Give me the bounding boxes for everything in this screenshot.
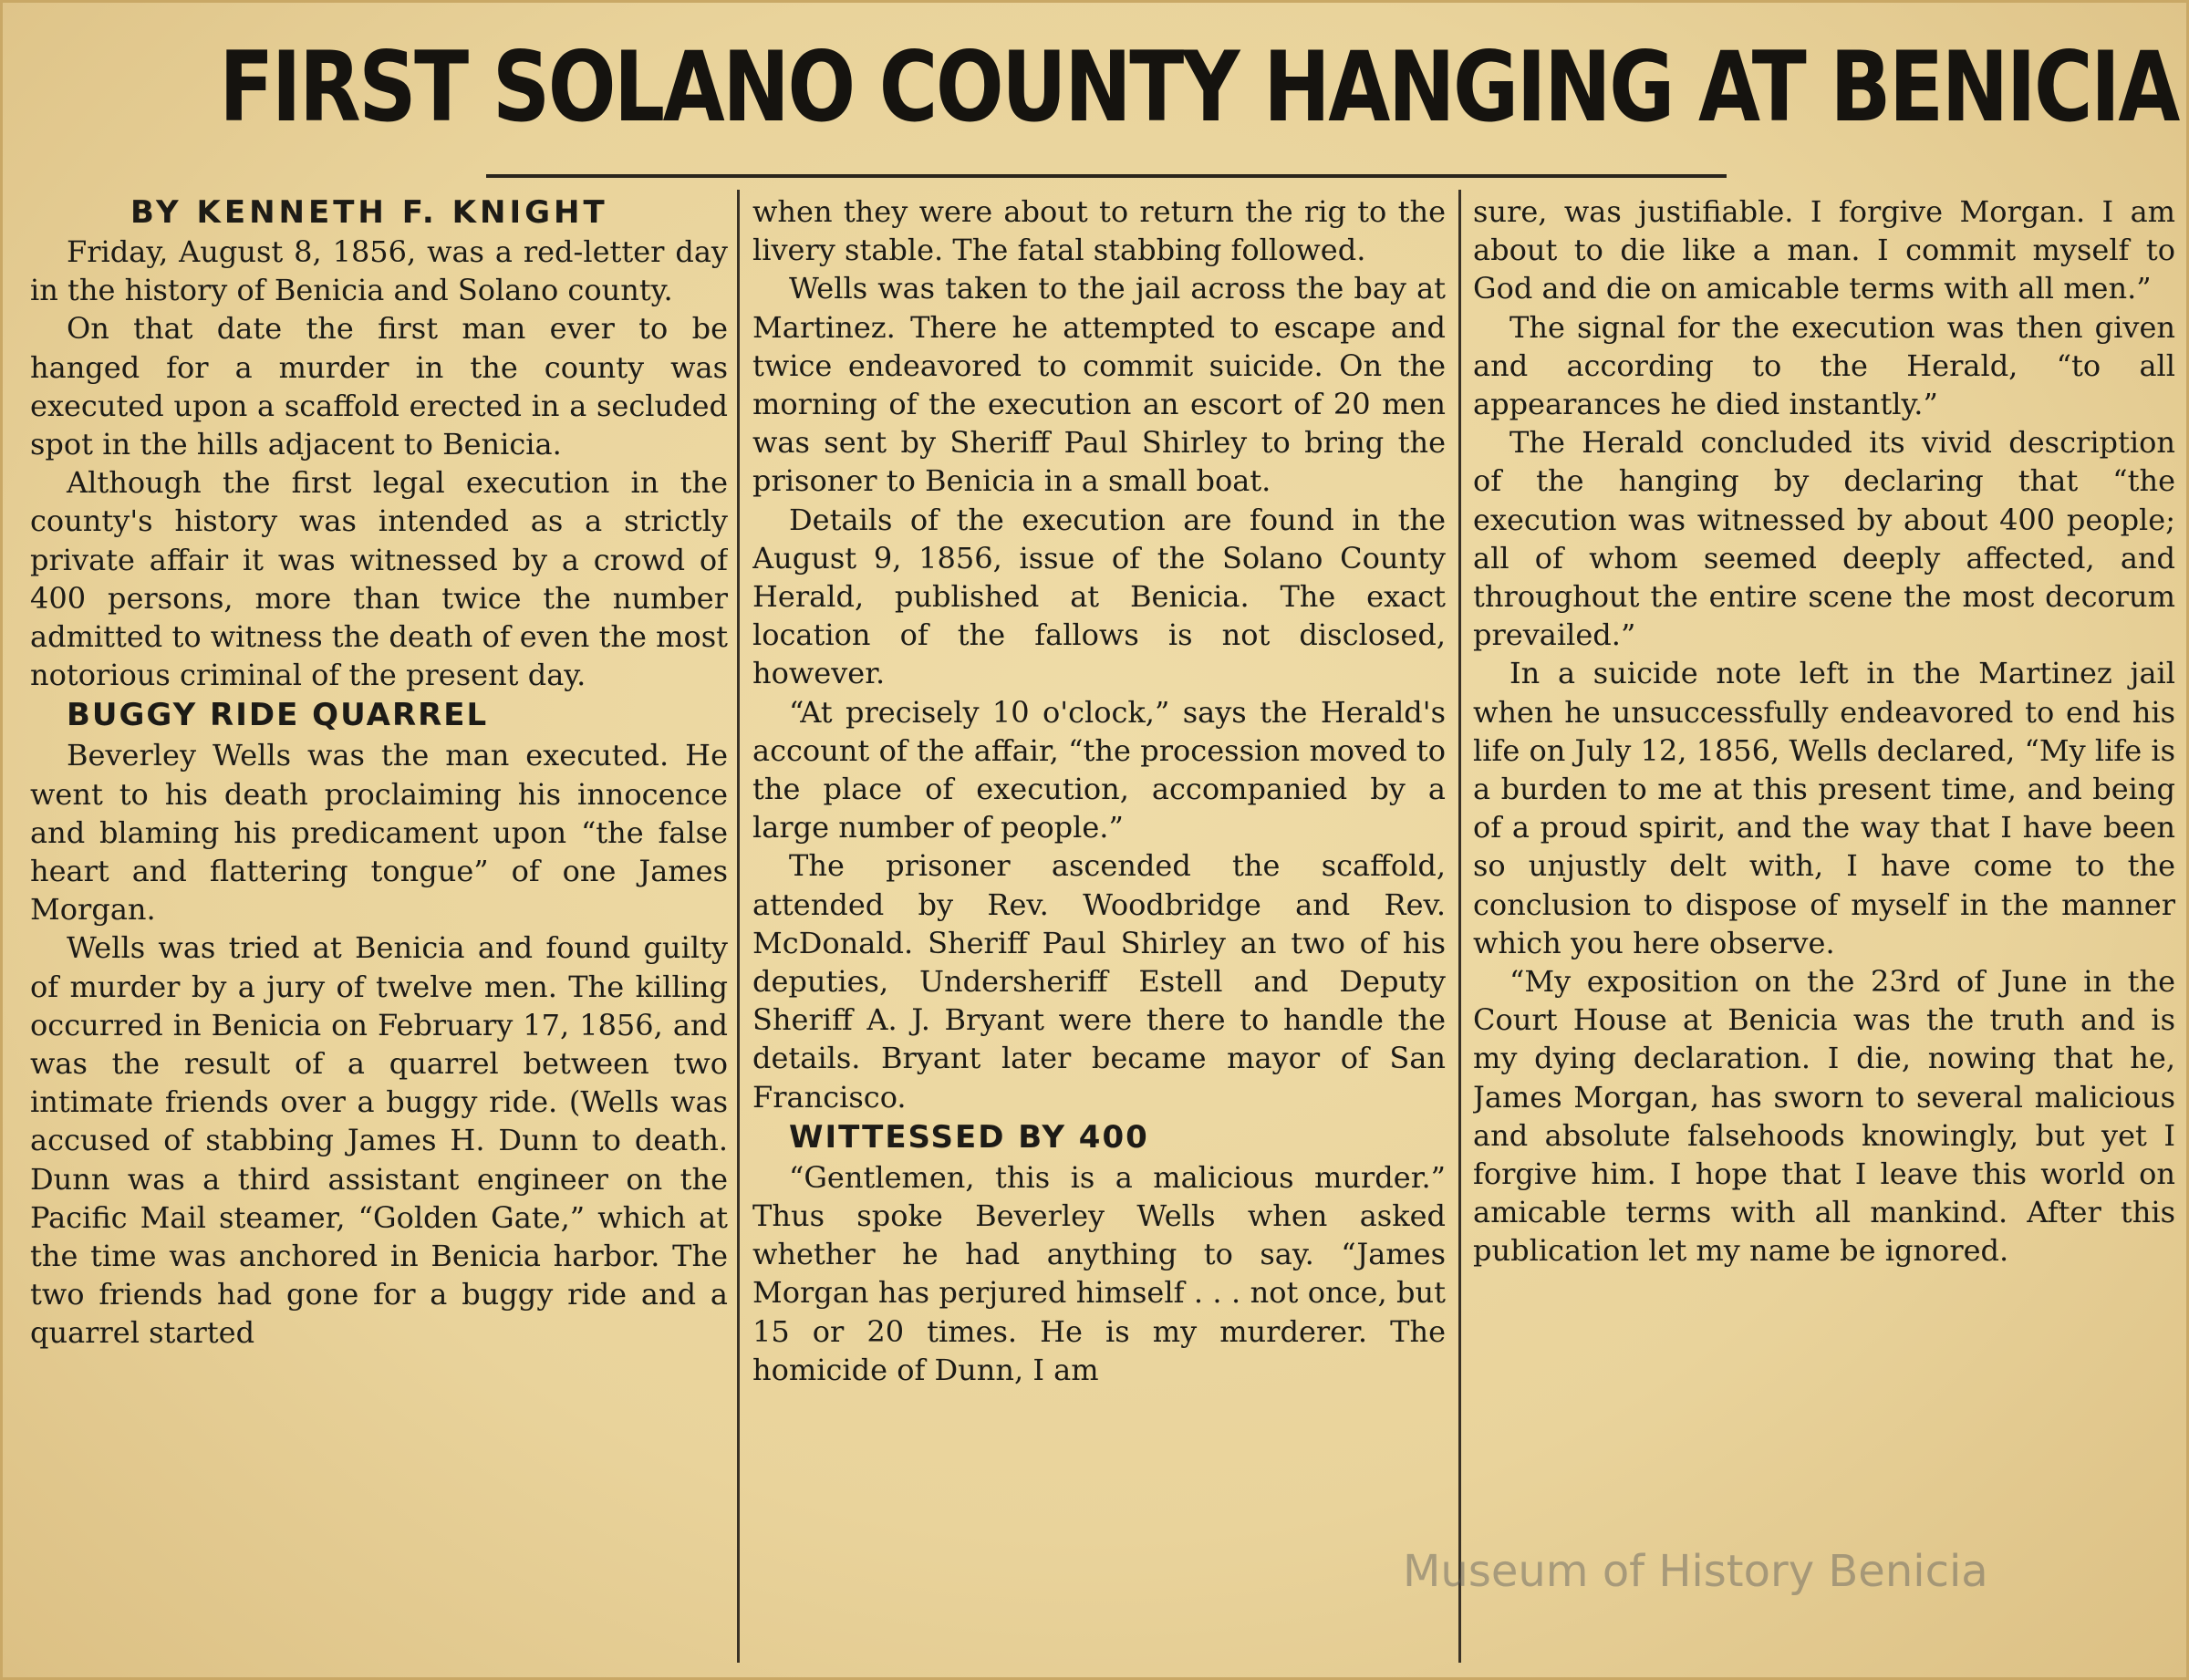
article-paragraph: “At precisely 10 o'clock,” says the Herald's account of the affair, “the procession moved to the place of execution, accompanied by a large number of people.”: [752, 694, 1446, 845]
article-paragraph-continued: sure, was justifiable. I forgive Morgan. I am about to die like a man. I commit myself to God and die on amicable terms with all men.”: [1473, 194, 2175, 306]
article-paragraph: Wells was taken to the jail across the bay at Martinez. There he attempted to escape and twice endeavored to commit suicide. On the morning of the execution an escort of 20 men was sent by Sheriff Paul Shirley to bring the prisoner to Benicia in a small boat.: [752, 271, 1446, 499]
article-paragraph: The prisoner ascended the scaffold, attended by Rev. Woodbridge and Rev. McDonald. Sheriff Paul Shirley an two of his deputies, Undersheriff Estell and Deputy Sheriff A. J. Bryant were there to handle the details. Bryant later became mayor of San Francisco.: [752, 848, 1446, 1115]
headline-rule: [486, 174, 1727, 178]
column-divider: [737, 190, 740, 1663]
article-column-1: [30, 192, 728, 1661]
article-paragraph: Although the first legal execution in the county's history was intended as a strictly private affair it was witnessed by a crowd of 400 persons, more than twice the number admitted to witness the death of even the most notorious criminal of the present day.: [30, 465, 728, 693]
article-column-3: [1473, 192, 2175, 1661]
article-column-2: [752, 192, 1446, 1661]
article-paragraph: “My exposition on the 23rd of June in the Court House at Benicia was the truth and is my dying declaration. I die, nowing that he, James Morgan, has sworn to several malicious and absolute falsehoods knowingly, but yet I forgive him. I hope that I leave this world on amicable terms with all mankind. After this publication let my name be ignored.: [1473, 964, 2175, 1269]
article-paragraph-continued: when they were about to return the rig to the livery stable. The fatal stabbing followed.: [752, 194, 1446, 268]
article-paragraph: The signal for the execution was then given and according to the Herald, “to all appearances he died instantly.”: [1473, 309, 2175, 422]
headline: FIRST SOLANO COUNTY HANGING AT BENICIA: [219, 31, 2178, 143]
column-divider: [1458, 190, 1461, 1663]
article-paragraph: Beverley Wells was the man executed. He went to his death proclaiming his innocence and blaming his predicament upon “the false heart and flattering tongue” of one James Morgan.: [30, 738, 728, 928]
museum-watermark: Museum of History Benicia: [1403, 1546, 1988, 1597]
article-paragraph: Friday, August 8, 1856, was a red-letter day in the history of Benicia and Solano county.: [30, 234, 728, 308]
article-paragraph: The Herald concluded its vivid description of the hanging by declaring that “the execution was witnessed by about 400 people; all of whom seemed deeply affected, and throughout the entire scene the most decorum prevailed.”: [1473, 425, 2175, 653]
subhead-buggy-ride: BUGGY RIDE QUARREL: [67, 697, 489, 734]
byline: BY KENNETH F. KNIGHT: [130, 194, 608, 231]
article-paragraph: In a suicide note left in the Martinez jail when he unsuccessfully endeavored to end his life on July 12, 1856, Wells declared, “My life is a burden to me at this present time, and being of a proud spirit, and the way that I have been so unjustly delt with, I have come to the conclusion to dispose of myself in the manner which you here observe.: [1473, 656, 2175, 960]
article-paragraph: On that date the first man ever to be hanged for a murder in the county was executed upon a scaffold erected in a secluded spot in the hills adjacent to Benicia.: [30, 311, 728, 462]
article-paragraph: Wells was tried at Benicia and found guilty of murder by a jury of twelve men. The killing occurred in Benicia on February 17, 1856, and was the result of a quarrel between two intimate friends over a buggy ride. (Wells was accused of stabbing James H. Dunn to death. Dunn was a third assistant engineer on the Pacific Mail steamer, “Golden Gate,” which at the time was anchored in Benicia harbor. The two friends had gone for a buggy ride and a quarrel started: [30, 930, 728, 1351]
subhead-witnessed: WITTESSED BY 400: [789, 1118, 1149, 1156]
article-paragraph: “Gentlemen, this is a malicious murder.” Thus spoke Beverley Wells when asked whether he had anything to say. “James Morgan has perjured himself . . . not once, but 15 or 20 times. He is my murderer. The homicide of Dunn, I am: [752, 1159, 1446, 1387]
article-paragraph: Details of the execution are found in the August 9, 1856, issue of the Solano County Herald, published at Benicia. The exact location of the fallows is not disclosed, however.: [752, 502, 1446, 691]
